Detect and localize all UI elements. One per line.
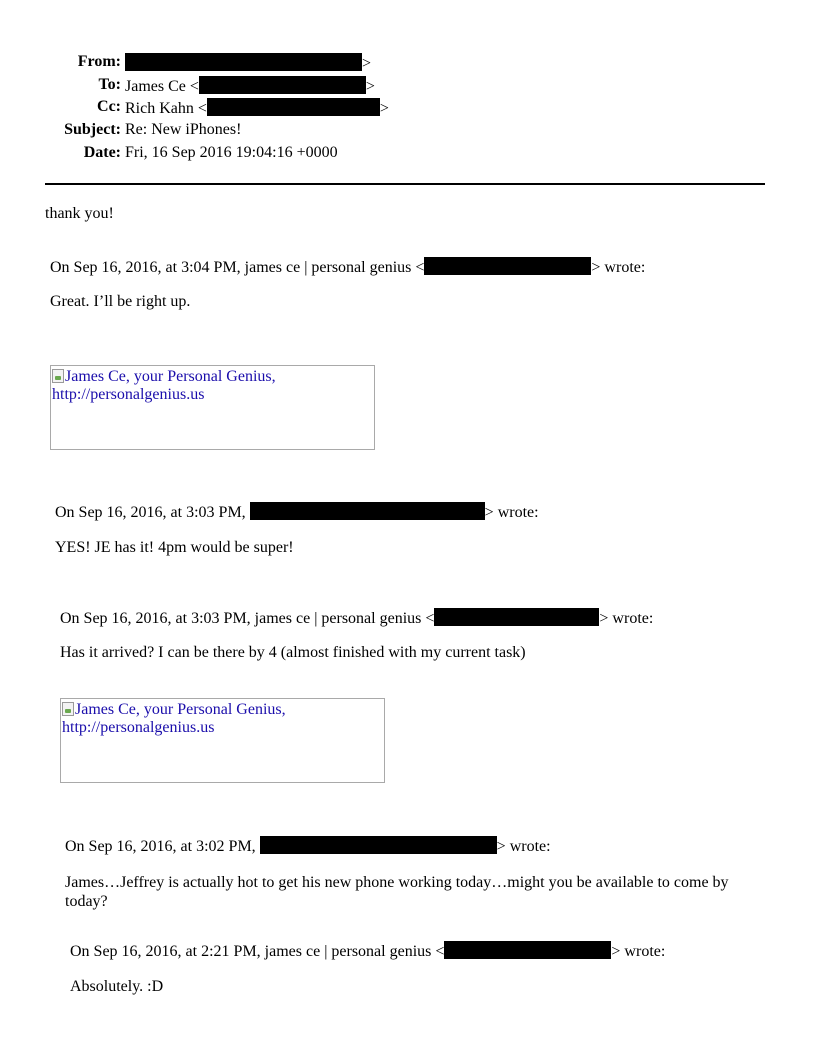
header-divider — [45, 183, 765, 185]
signature-image-placeholder[interactable] — [60, 698, 385, 783]
subject-label: Subject: — [64, 121, 121, 138]
to-value: James Ce < > — [125, 78, 375, 95]
date-value: Fri, 16 Sep 2016 19:04:16 +0000 — [125, 144, 338, 161]
cc-label: Cc: — [97, 98, 121, 115]
quote-attribution: On Sep 16, 2016, at 3:02 PM, > wrote: — [65, 838, 551, 855]
quote-attribution: On Sep 16, 2016, at 2:21 PM, james ce | personal genius < > wrote: — [70, 943, 666, 960]
redaction-block — [444, 941, 611, 959]
redaction-block — [434, 608, 599, 626]
from-value: > — [125, 53, 371, 73]
redaction-block — [250, 502, 485, 520]
quote-text: YES! JE has it! 4pm would be super! — [55, 539, 294, 556]
redaction-block — [125, 53, 362, 71]
quote-attribution: On Sep 16, 2016, at 3:03 PM, james ce | personal genius < > wrote: — [60, 610, 654, 627]
quote-text: Great. I’ll be right up. — [50, 293, 191, 310]
redaction-block — [424, 257, 591, 275]
from-label: From: — [77, 53, 121, 70]
quote-text: Absolutely. :D — [70, 978, 164, 995]
quote-text: James…Jeffrey is actually hot to get his new phone working today…might you be available to come by today? — [65, 874, 729, 910]
cc-value: Rich Kahn < > — [125, 100, 389, 117]
signature-image-placeholder[interactable] — [50, 365, 375, 450]
image-alt-text: James Ce, your Personal Genius, http://personalgenius.us — [52, 368, 276, 403]
to-label: To: — [98, 76, 121, 93]
broken-image-icon — [62, 702, 74, 716]
quote-text: Has it arrived? I can be there by 4 (almost finished with my current task) — [60, 644, 526, 661]
redaction-block — [199, 76, 366, 94]
broken-image-icon — [52, 369, 64, 383]
quote-attribution: On Sep 16, 2016, at 3:03 PM, > wrote: — [55, 504, 539, 521]
image-alt-text: James Ce, your Personal Genius, http://personalgenius.us — [62, 701, 286, 736]
redaction-block — [207, 98, 380, 116]
subject-value: Re: New iPhones! — [125, 121, 242, 138]
date-label: Date: — [83, 144, 121, 161]
redaction-block — [260, 836, 497, 854]
reply-text: thank you! — [45, 205, 114, 222]
quote-attribution: On Sep 16, 2016, at 3:04 PM, james ce | personal genius < > wrote: — [50, 259, 646, 276]
